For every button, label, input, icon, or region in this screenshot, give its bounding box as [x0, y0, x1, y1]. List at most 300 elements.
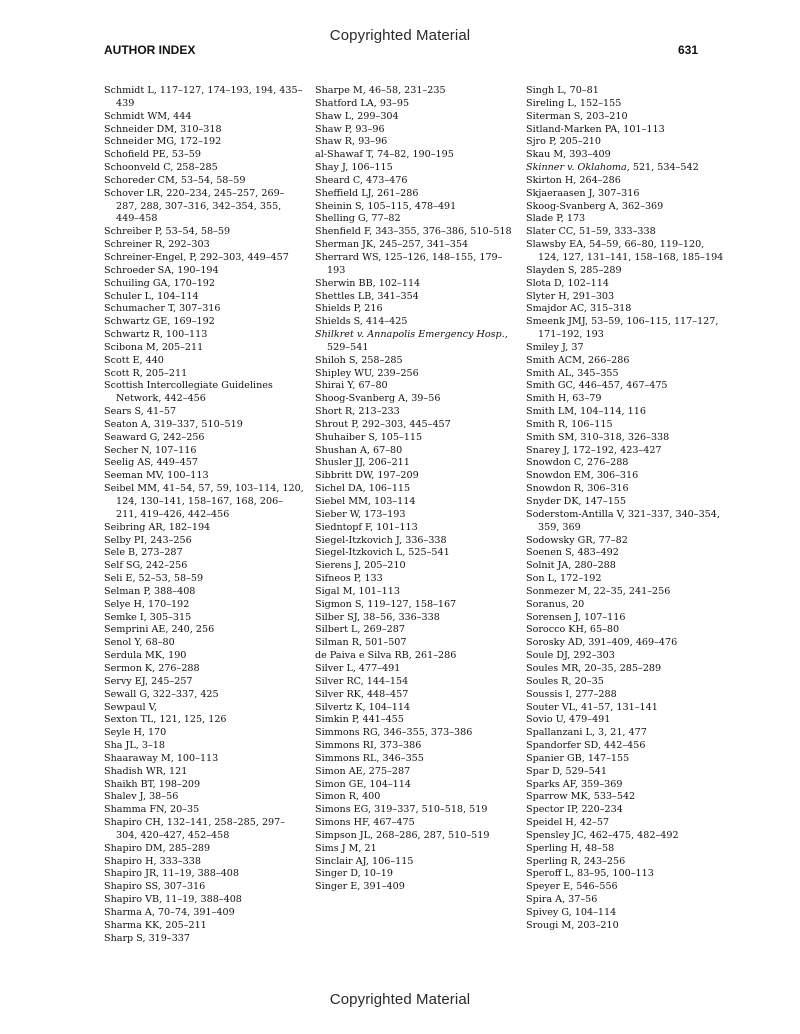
index-entry [104, 136, 304, 149]
index-entry-name: Shenfield F, [315, 226, 373, 238]
index-entry [315, 252, 515, 278]
index-entry-name: Shaw L, [315, 110, 355, 122]
index-entry-pages: 319–337, 510–518, 519 [371, 804, 488, 816]
index-entry-name: Seli E, [104, 573, 136, 585]
index-entry-name: Sewall G, [104, 688, 150, 700]
index-entry [104, 432, 304, 445]
index-entry-pages: 448–457 [363, 688, 409, 700]
index-entry-name: Schoreder CM, [104, 174, 178, 186]
index-entry-pages: 42–57 [576, 817, 610, 829]
index-entry-pages: 264–286 [576, 174, 621, 186]
index-entry [526, 843, 726, 856]
index-entry [526, 663, 726, 676]
index-entry-pages: 106–115 [568, 418, 613, 430]
index-entry [526, 624, 726, 637]
index-entry-pages: 285–289 [577, 264, 622, 276]
index-entry [104, 406, 304, 419]
index-entry [315, 612, 515, 625]
index-entry [104, 868, 304, 881]
index-entry-name: Siegel-Itzkovich J, [315, 534, 403, 546]
index-entry [526, 342, 726, 355]
index-entry [315, 714, 515, 727]
index-entry-pages: 104–114 [366, 778, 411, 790]
index-entry [526, 740, 726, 753]
index-entry [315, 650, 515, 663]
index-entry-name: Soules R, [526, 675, 572, 687]
index-entry-name: Silver RC, [315, 675, 364, 687]
index-entry-pages: 11–19, 388–408 [159, 868, 239, 880]
index-entry-name: Singer D, [315, 868, 361, 880]
index-entry-name: Sears S, [104, 406, 144, 418]
index-entry [315, 329, 515, 355]
index-entry-pages: 446–457, 467–475 [575, 380, 668, 392]
index-entry-pages: 147–155 [581, 496, 627, 507]
index-entry-pages: 359–369 [577, 778, 623, 790]
index-entry-name: Sermon K, [104, 662, 156, 674]
index-entry [526, 278, 726, 291]
index-entry [526, 470, 726, 483]
index-entry-pages: 54–59, 66–80, 119–120, 124, 127, 131–141, 158–168, 185–194 [538, 239, 724, 263]
index-entry-pages: 307–316 [176, 303, 221, 315]
index-entry-pages: 53–59 [168, 149, 202, 161]
index-entry-pages: 70–74, 391–409 [154, 907, 235, 918]
index-entry-pages: 529–541 [327, 341, 369, 353]
index-entry-name: Sierens J, [315, 560, 362, 572]
index-entry-pages: 11–19, 388–408 [162, 894, 242, 906]
index-entry-pages: 205–210 [361, 560, 406, 572]
index-entry [315, 303, 515, 316]
index-entry-pages: 41–54, 57, 59, 103–114, 120, 124, 130–141, 158–167, 168, 206–211, 419–426, 442–456 [116, 483, 304, 520]
index-entry [526, 457, 726, 470]
index-entry [315, 124, 515, 137]
index-entry-pages: 242–256 [160, 431, 205, 443]
index-entry-pages: 400 [359, 791, 381, 803]
index-entry-pages: 321–337, 340–354, 359, 369 [538, 508, 720, 533]
index-entry-pages: 101–113 [620, 123, 665, 135]
index-entry [104, 419, 304, 432]
index-entry-name: Shaaraway M, [104, 752, 174, 764]
index-entry [315, 85, 515, 98]
index-entry-pages: 20 [569, 598, 585, 610]
index-entry-pages: 220–234 [578, 804, 623, 816]
index-entry-pages: 243–256 [580, 855, 626, 867]
index-entry-pages: 546–556 [573, 881, 618, 893]
index-entry-name: Skau M, [526, 149, 567, 161]
index-entry [315, 740, 515, 753]
index-entry [526, 791, 726, 804]
index-entry-pages: 39–56 [408, 393, 441, 405]
index-entry [315, 111, 515, 124]
index-entry [526, 560, 726, 573]
index-entry-name: Semprini AE, [104, 624, 169, 636]
index-entry [526, 316, 726, 342]
index-entry [104, 740, 304, 753]
index-entry-name: Shettles LB, [315, 290, 375, 302]
index-entry-name: Solnit JA, [526, 560, 572, 572]
index-entry-name: Schwartz GE, [104, 316, 171, 328]
index-entry-name: Soenen S, [526, 547, 575, 559]
index-entry-name: Skirton H, [526, 174, 577, 186]
index-entry [315, 560, 515, 573]
index-entry-name: Speroff L, [526, 868, 575, 880]
index-entry-name: Snowdon EM, [526, 470, 594, 482]
index-entry-name: Shamma FN, [104, 804, 167, 816]
index-entry [526, 868, 726, 881]
index-entry-name: Short R, [315, 406, 356, 418]
index-entry [526, 406, 726, 419]
index-entry-name: Silman R, [315, 637, 363, 649]
index-entry [315, 702, 515, 715]
index-entry-name: Selye H, [104, 598, 145, 610]
index-entry [104, 612, 304, 625]
index-entry-pages: 444 [170, 110, 192, 122]
index-entry-pages: 77–82 [368, 213, 401, 225]
index-entry-name: Simons EG, [315, 804, 372, 816]
index-entry [104, 894, 304, 907]
index-entry-pages: 205–211 [162, 919, 207, 931]
index-entry-name: Skjaeraasen J, [526, 187, 595, 199]
index-entry-name: Schoonveld C, [104, 162, 174, 174]
index-entry-pages: 477–491 [355, 662, 401, 674]
index-entry [526, 727, 726, 740]
index-entry-name: Shay J, [315, 162, 349, 174]
index-entry-name: Smith LM, [526, 406, 578, 418]
index-entry [526, 149, 726, 162]
index-entry-name: Schneider DM, [104, 123, 178, 135]
index-entry [526, 702, 726, 715]
index-entry-pages: 152–155 [576, 97, 622, 109]
index-entry-name: Snowdon R, [526, 483, 585, 495]
index-entry-name: Slayden S, [526, 264, 578, 276]
index-entry-name: Semke I, [104, 611, 147, 623]
index-entry-pages: 521, 534–542 [629, 162, 699, 174]
index-entry-pages: 261–286 [411, 650, 457, 662]
index-entry-name: Skinner v. Oklahoma, [526, 162, 630, 174]
index-entry-name: Smeenk JMJ, [526, 316, 589, 328]
index-entry-name: Shapiro JR, [104, 868, 160, 880]
index-entry-pages: 172–192, 423–427 [569, 444, 662, 456]
index-entry [104, 637, 304, 650]
index-entry-pages: 213–233 [355, 406, 400, 418]
watermark-bottom: Copyrighted Material [329, 991, 471, 1008]
index-entry-pages: 173 [563, 213, 586, 225]
index-entry-name: Seyle H, [104, 727, 145, 739]
index-entry [315, 535, 515, 548]
index-entry [104, 483, 304, 522]
index-entry-name: Simon R, [315, 791, 360, 803]
index-entry-name: Smajdor AC, [526, 303, 587, 315]
index-entry-name: Sele B, [104, 547, 139, 559]
index-entry-name: Sorensen J, [526, 611, 581, 623]
index-entry-pages: 414–425 [362, 316, 408, 328]
index-entry [104, 586, 304, 599]
index-entry [526, 509, 726, 535]
index-entry-name: Shushan A, [315, 444, 370, 456]
index-entry [315, 278, 515, 291]
index-entry-pages: 292–303 [165, 239, 210, 251]
index-entry-name: Sherrard WS, [315, 251, 382, 263]
index-entry-pages: 53–54, 58–59 [177, 174, 246, 186]
index-entry-pages: 391–409 [360, 881, 405, 893]
index-entry [104, 368, 304, 381]
index-entry-pages: 245–257 [148, 675, 193, 687]
index-entry-pages: 93–96 [355, 136, 388, 148]
index-entry-pages: 245–257, 341–354 [376, 239, 469, 251]
index-entry-pages: 306–316 [593, 470, 639, 482]
index-entry-name: Sherwin BB, [315, 277, 376, 289]
index-entry-name: Sims J M, [315, 842, 362, 854]
index-entry [315, 624, 515, 637]
index-entry-name: Sibbritt DW, [315, 470, 375, 482]
index-entry-name: Sifneos P, [315, 573, 362, 585]
index-entry-name: Seaton A, [104, 418, 151, 430]
index-entry-name: Sheffield LJ, [315, 187, 374, 199]
index-entry-pages: 133 [361, 573, 383, 585]
index-entry-pages: 280–288 [571, 560, 616, 572]
index-entry-pages: 467–475 [370, 817, 415, 829]
index-entry-pages: 100–113 [173, 752, 219, 764]
index-entry-name: Schumacher T, [104, 303, 177, 315]
index-entry [104, 380, 304, 406]
index-entry-name: Serdula MK, [104, 650, 166, 662]
index-entry [104, 355, 304, 368]
index-entry [104, 162, 304, 175]
section-title: AUTHOR INDEX [104, 43, 196, 57]
index-entry-name: Sheinin S, [315, 200, 365, 212]
index-entry-pages: 172–192 [557, 573, 602, 585]
index-entry-pages: 391–409, 469–476 [585, 637, 678, 649]
index-entry-pages: 276–288 [583, 457, 629, 469]
index-entry-name: Spar D, [526, 765, 563, 777]
index-entry-pages: 273–287 [138, 547, 183, 559]
index-entry [315, 226, 515, 239]
index-entry-pages: 292–303, 449–457 [196, 251, 289, 263]
index-entry-pages: 132–141, 258–285, 297–304, 420–427, 452–458 [116, 817, 286, 841]
index-entry-name: Servy EJ, [104, 675, 149, 687]
index-entry-pages: 275–287 [365, 765, 411, 777]
index-entry [104, 316, 304, 329]
index-entry-pages: 276–288 [155, 662, 200, 674]
index-entry-name: Sinclair AJ, [315, 855, 369, 867]
index-entry-name: Slade P, [526, 213, 564, 225]
index-entry-name: Shoog-Svanberg A, [315, 393, 409, 405]
index-entry-name: Siedntopf F, [315, 521, 374, 533]
index-entry [526, 650, 726, 663]
index-entry [526, 637, 726, 650]
index-entry [315, 432, 515, 445]
index-entry-pages: 292–303 [570, 650, 615, 662]
index-entry-name: Singh L, [526, 85, 567, 96]
index-entry [315, 201, 515, 214]
index-entry-pages: 41–57 [143, 406, 177, 418]
index-entry-pages: 144–154 [363, 675, 409, 687]
index-entry [104, 714, 304, 727]
index-entry-name: Smith R, [526, 418, 569, 430]
index-entry-name: Shirai Y, [315, 380, 356, 392]
index-entry [315, 573, 515, 586]
index-entry-pages: 103–114 [370, 496, 416, 507]
index-entry-name: Smith ACM, [526, 354, 585, 366]
index-entry-pages: 205–210 [556, 136, 602, 148]
index-entry-pages: 205–211 [142, 367, 188, 379]
index-entry-name: Shapiro SS, [104, 881, 161, 893]
index-entry [315, 188, 515, 201]
index-entry [526, 111, 726, 124]
index-entry-pages: 105–115 [377, 431, 423, 443]
index-entry-pages: 3–18 [138, 740, 165, 752]
index-entry-pages: 38–56, 336–338 [360, 611, 440, 623]
index-entry-pages: 106–115 [348, 162, 393, 174]
index-entry-pages: 107–116 [580, 611, 626, 623]
index-entry [315, 239, 515, 252]
index-entry-name: Shields S, [315, 316, 363, 328]
index-entry-pages: 479–491 [565, 714, 611, 726]
index-entry-name: Schreiber P, [104, 226, 163, 238]
index-entry-name: Secher N, [104, 444, 152, 456]
index-entry [104, 804, 304, 817]
index-entry-name: Slota D, [526, 277, 565, 289]
index-entry [104, 676, 304, 689]
index-entry-name: Sjro P, [526, 136, 557, 148]
index-entry-name: Shapiro H, [104, 855, 157, 867]
index-entry-pages: 93–96 [352, 123, 385, 135]
index-entry-pages: 74–82, 190–195 [374, 149, 454, 161]
index-entry [526, 98, 726, 111]
index-entry-pages: 107–116 [151, 444, 197, 456]
index-entry [315, 547, 515, 560]
index-entry [104, 522, 304, 535]
index-entry [104, 111, 304, 124]
index-entry [104, 766, 304, 779]
index-entry-pages: 336–338 [402, 534, 447, 546]
index-entry [526, 175, 726, 188]
index-entry-name: Shipley WU, [315, 367, 375, 379]
index-entry-name: Self SG, [104, 560, 143, 572]
index-entry-name: Schover LR, [104, 187, 164, 199]
index-entry [526, 445, 726, 458]
index-entry-pages: 483–492 [574, 547, 619, 559]
index-entry-name: Shapiro DM, [104, 842, 166, 854]
index-entry [526, 393, 726, 406]
index-entry [526, 162, 726, 175]
index-entry [526, 265, 726, 278]
index-entry [526, 907, 726, 920]
index-entry [526, 830, 726, 843]
index-entry [315, 470, 515, 483]
index-entry-name: Selby PI, [104, 534, 148, 546]
index-entry [526, 817, 726, 830]
index-entry-pages: 147–155 [584, 752, 630, 764]
index-entry-name: Shalev J, [104, 791, 147, 803]
index-entry-name: Spallanzani L, [526, 727, 595, 739]
index-entry [526, 483, 726, 496]
index-entry-pages: 268–286, 287, 510–519 [373, 829, 490, 841]
index-entry [104, 817, 304, 843]
index-entry-pages: 172–192 [176, 136, 222, 148]
index-entry-pages: 373–386 [376, 740, 422, 752]
index-entry-name: Smith H, [526, 393, 570, 405]
index-entry-pages: 346–355, 373–386 [380, 727, 473, 739]
index-column-3 [526, 85, 726, 933]
index-entry [315, 727, 515, 740]
index-entry-name: Scott R, [104, 367, 143, 379]
index-entry-name: Sireling L, [526, 97, 577, 109]
index-entry-name: Soderstom-Antilla V, [526, 508, 625, 520]
index-entry-name: Simpson JL, [315, 829, 374, 841]
index-entry-name: Sheard C, [315, 174, 363, 186]
index-entry-pages: 216 [361, 303, 383, 315]
index-entry [315, 868, 515, 881]
index-entry-name: Souter VL, [526, 701, 579, 713]
index-entry [526, 368, 726, 381]
index-entry-pages: 190–194 [174, 264, 219, 276]
index-entry-pages: 333–338 [156, 855, 201, 867]
index-entry-pages: 198–209 [155, 778, 201, 790]
index-entry-pages: 70–81 [566, 85, 599, 96]
index-entry-name: Sherman JK, [315, 239, 377, 251]
index-entry-name: Speidel H, [526, 817, 577, 829]
index-entry-name: Simmons RL, [315, 752, 380, 764]
index-entry [104, 457, 304, 470]
index-entry-pages: 46–58, 231–235 [365, 85, 446, 96]
index-entry-name: Simon AE, [315, 765, 366, 777]
index-entry-pages: Network, 442–456 [116, 393, 206, 405]
index-entry-pages: 258–285 [173, 162, 218, 174]
index-entry [104, 175, 304, 188]
index-entry-pages: 266–286 [584, 354, 630, 366]
index-entry-name: Schreiner R, [104, 239, 166, 251]
index-entry [315, 830, 515, 843]
index-entry-pages: 441–455 [359, 714, 404, 726]
index-entry [315, 291, 515, 304]
index-entry [104, 278, 304, 291]
index-entry-name: Seeman MV, [104, 470, 165, 482]
index-entry-pages: 310–318 [177, 123, 222, 135]
index-entry-name: Simkin P, [315, 714, 360, 726]
index-entry-name: Silver L, [315, 662, 356, 674]
index-entry-pages: 440 [142, 354, 164, 366]
index-entry-pages: 102–114 [375, 277, 421, 289]
index-entry [315, 162, 515, 175]
index-entry [315, 419, 515, 432]
index-entry [104, 663, 304, 676]
index-entry-pages: 67–80 [355, 380, 388, 392]
index-entry-name: Simmons RG, [315, 727, 381, 739]
index-entry-pages: 533–542 [590, 791, 636, 803]
index-entry-pages: 117–127, 174–193, 194, 435–439 [116, 85, 303, 109]
index-entry [315, 856, 515, 869]
index-entry-pages: 307–316 [594, 187, 640, 199]
index-entry-pages: 285–289 [165, 842, 211, 854]
index-entry [526, 894, 726, 907]
index-entry-pages: 104–114, 116 [577, 406, 646, 418]
index-entry [315, 663, 515, 676]
index-entry-name: Sexton TL, [104, 714, 157, 726]
index-entry-name: Sovio U, [526, 714, 566, 726]
index-entry-name: Sharma A, [104, 907, 155, 918]
index-entry-pages: 243–256 [147, 534, 192, 546]
index-entry-name: Simon GE, [315, 778, 367, 790]
index-entry [104, 265, 304, 278]
index-entry-name: Shatford LA, [315, 97, 377, 109]
index-entry-name: Spector IP, [526, 804, 579, 816]
index-entry [315, 406, 515, 419]
index-entry-pages: 53–54, 58–59 [162, 226, 231, 238]
index-entry-name: Snyder DK, [526, 496, 582, 507]
index-entry-name: Spira A, [526, 894, 566, 906]
index-entry-pages: 449–457 [153, 457, 198, 469]
index-entry [104, 124, 304, 137]
